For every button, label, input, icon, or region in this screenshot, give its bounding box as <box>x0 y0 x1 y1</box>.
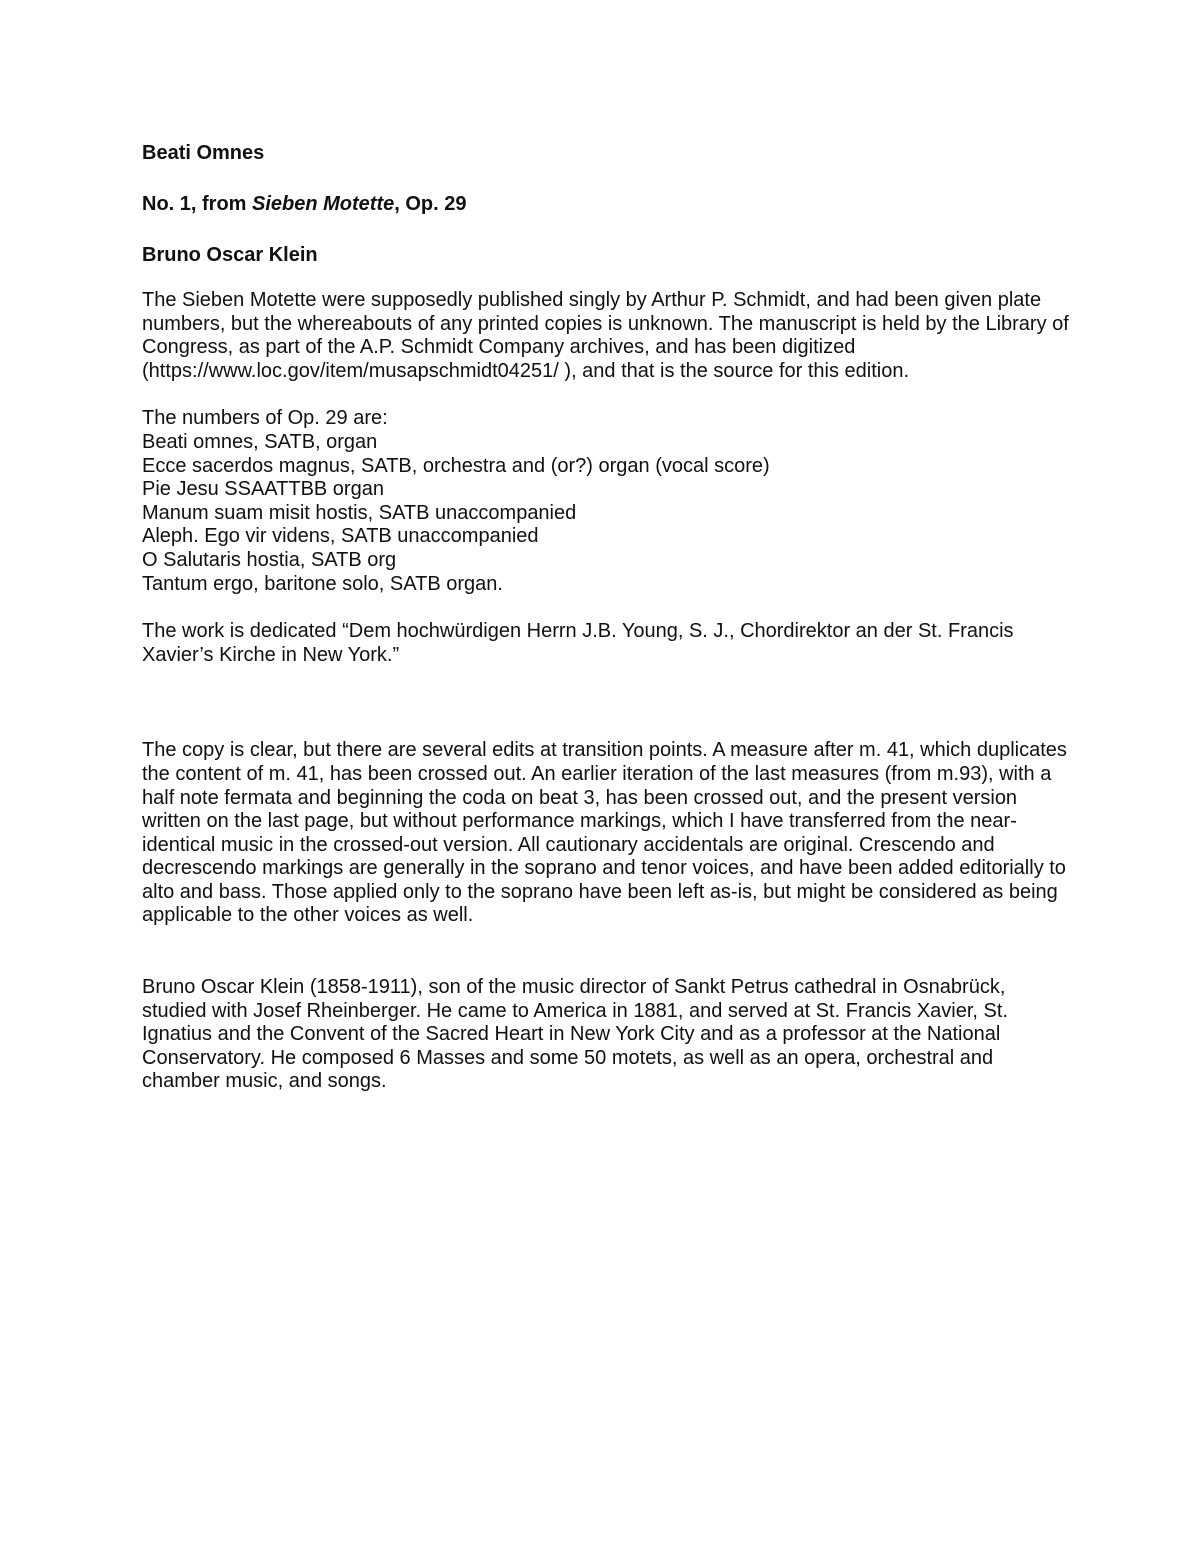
list-item: O Salutaris hostia, SATB org <box>142 548 397 571</box>
biography-paragraph: Bruno Oscar Klein (1858-1911), son of the music director of Sankt Petrus cathedral in Osnabrück, studied with Josef Rheinberger. He came to America in 1881, and served at St. Francis Xavier, St. Ignatius and the Convent of the Sacred Heart in New York City and as a professor at the National Conservatory. He composed 6 Masses and some 50 motets, as well as an opera, orchestral and chamber music, and songs. <box>142 976 1008 1093</box>
subtitle-suffix: , Op. 29 <box>394 193 467 215</box>
composer-name: Bruno Oscar Klein <box>142 244 318 266</box>
numbers-intro: The numbers of Op. 29 are: <box>142 407 388 430</box>
list-item: Pie Jesu SSAATTBB organ <box>142 478 384 501</box>
list-item: Manum suam misit hostis, SATB unaccompanied <box>142 501 577 524</box>
numbers-list <box>142 407 1072 596</box>
spacer <box>142 928 1072 976</box>
document-subtitle <box>142 192 1072 216</box>
spacer <box>142 596 1072 620</box>
source-paragraph: The Sieben Motette were supposedly published singly by Arthur P. Schmidt, and had been given plate numbers, but the whereabouts of any printed copies is unknown. The manuscript is held by the Library of Congress, as part of the A.P. Schmidt Company archives, and has been digitized (https://www.loc.gov/item/musapschmidt04251/ ), and that is the source for this edition. <box>142 289 1069 382</box>
spacer <box>142 667 1072 739</box>
list-item: Aleph. Ego vir videns, SATB unaccompanied <box>142 525 539 548</box>
subtitle-work-title: Sieben Motette <box>252 193 395 215</box>
list-item: Beati omnes, SATB, organ <box>142 430 378 453</box>
spacer <box>142 383 1072 407</box>
document-page <box>142 141 1072 1094</box>
dedication-paragraph: The work is dedicated “Dem hochwürdigen Herrn J.B. Young, S. J., Chordirektor an der St. Francis Xavier’s Kirche in New York.” <box>142 620 1014 666</box>
list-item: Ecce sacerdos magnus, SATB, orchestra and (or?) organ (vocal score) <box>142 454 770 477</box>
edits-paragraph: The copy is clear, but there are several edits at transition points. A measure after m. 41, which duplicates the content of m. 41, has been crossed out. An earlier iteration of the last measures (from m.93), with a half note fermata and beginning the coda on beat 3, has been crossed out, and the present version written on the last page, but without performance markings, which I have transferred from the near-identical music in the crossed-out version. All cautionary accidentals are original. Crescendo and decrescendo markings are generally in the soprano and tenor voices, and have been added editorially to alto and bass. Those applied only to the soprano have been left as-is, but might be considered as being applicable to the other voices as well. <box>142 739 1067 927</box>
list-item: Tantum ergo, baritone solo, SATB organ. <box>142 572 503 595</box>
subtitle-prefix: No. 1, from <box>142 193 253 215</box>
document-title: Beati Omnes <box>142 142 265 164</box>
